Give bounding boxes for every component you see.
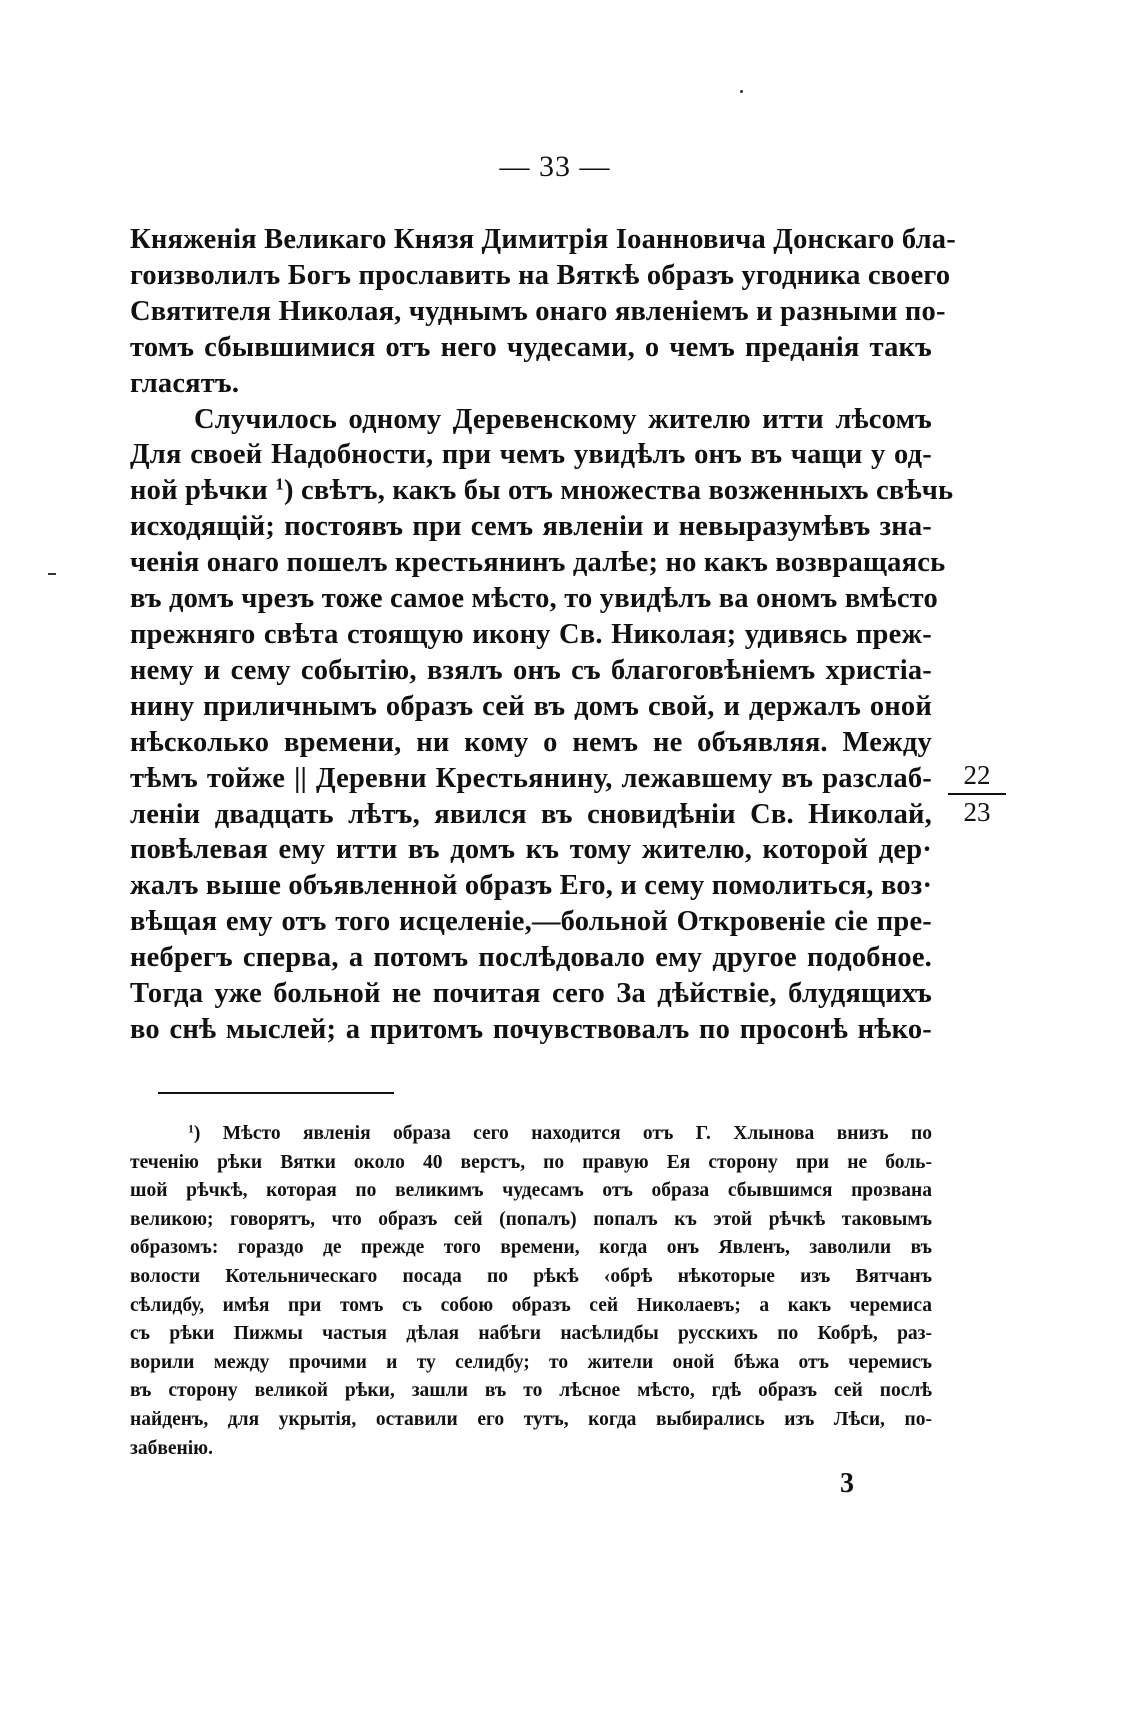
text-fragment: ) свѣтъ, какъ бы отъ множества возженныхъ свѣчь bbox=[283, 475, 954, 507]
footnote-line bbox=[130, 1120, 932, 1149]
text-line: гласятъ. bbox=[130, 367, 240, 399]
footnote-divider bbox=[158, 1092, 394, 1094]
footnote-marker: 1 bbox=[188, 1122, 194, 1136]
footnote-line: шой рѣчкѣ, которая по великимъ чудесамъ отъ образа сбывшимся прозвана bbox=[130, 1180, 932, 1202]
text-line: вѣщая ему отъ того исцеленіе,—больной Откровеніе сіе пре- bbox=[130, 906, 932, 938]
margin-page-reference bbox=[948, 760, 1006, 828]
text-line: ченія онаго пошелъ крестьянинъ далѣе; но какъ возвращаясь bbox=[130, 547, 946, 579]
text-line: Княженія Великаго Князя Димитрія Іоанновича Донскаго бла- bbox=[130, 224, 956, 255]
footnote-line: теченію рѣки Вятки около 40 верстъ, по правую Ея сторону при не боль- bbox=[130, 1151, 932, 1173]
text-line: Случилось одному Деревенскому жителю итти лѣсомъ bbox=[194, 403, 932, 435]
footnote-line: образомъ: гораздо де прежде того времени, когда онъ Явленъ, заволили въ bbox=[130, 1237, 932, 1259]
signature-mark: 3 bbox=[840, 1468, 854, 1499]
text-line: леніи двадцать лѣтъ, явился въ сновидѣніи Св. Николай, bbox=[130, 798, 932, 830]
ink-speck bbox=[48, 573, 56, 575]
footnote-line: въ сторону великой рѣки, зашли въ то лѣсное мѣсто, гдѣ образъ сей послѣ bbox=[130, 1380, 932, 1402]
text-line: исходящій; постоявъ при семъ явленіи и невыразумѣвъ зна- bbox=[130, 511, 932, 543]
text-line: прежняго свѣта стоящую икону Св. Николая; удивясь преж- bbox=[130, 618, 932, 650]
margin-reference-top: 22 bbox=[948, 760, 1006, 795]
footnote bbox=[130, 1120, 932, 1463]
footnote-line: забвенію. bbox=[130, 1437, 213, 1459]
footnote-line: сѣлидбу, имѣя при томъ съ собою образъ сей Николаевъ; а какъ черемиса bbox=[130, 1294, 932, 1316]
ink-speck bbox=[740, 90, 743, 93]
page-number: — 33 — bbox=[499, 150, 611, 183]
main-text bbox=[130, 222, 956, 1048]
text-line: гоизволилъ Богъ прославить на Вяткѣ образъ угодника своего bbox=[130, 259, 951, 291]
footnote-line: съ рѣки Пижмы частыя дѣлая набѣги насѣлидбы русскихъ по Кобрѣ, раз- bbox=[130, 1323, 932, 1345]
text-line: Для своей Надобности, при чемъ увидѣлъ онъ въ чащи у од- bbox=[130, 439, 932, 471]
text-line: тѣмъ тойже || Деревни Крестьянину, лежавшему въ разслаб- bbox=[130, 762, 932, 794]
text-line: томъ сбывшимися отъ него чудесами, о чемъ преданія такъ bbox=[130, 331, 932, 363]
text-line: повѣлевая ему итти въ домъ къ тому жителю, которой дер· bbox=[130, 834, 932, 866]
text-line: Святителя Николая, чуднымъ онаго явленіемъ и разными по- bbox=[130, 295, 946, 327]
footnote-fragment: ) Мѣсто явленія образа сего находится отъ Г. Хлынова внизъ по bbox=[193, 1123, 932, 1144]
text-line-with-footnote bbox=[130, 473, 954, 509]
text-line: нѣсколько времени, ни кому о немъ не объявляя. Между bbox=[130, 726, 932, 758]
text-fragment: ной рѣчки bbox=[130, 475, 268, 507]
footnote-marker: 1 bbox=[275, 474, 284, 494]
text-line: нему и сему событію, взялъ онъ съ благоговѣніемъ христіа- bbox=[130, 654, 932, 686]
footnote-line: волости Котельническаго посада по рѣкѣ ‹обрѣ нѣкоторые изъ Вятчанъ bbox=[130, 1265, 932, 1287]
text-line: небрегъ сперва, а потомъ послѣдовало ему другое подобное. bbox=[130, 942, 932, 974]
text-line: въ домъ чрезъ тоже самое мѣсто, то увидѣлъ ва ономъ вмѣсто bbox=[130, 583, 938, 615]
text-line: нину приличнымъ образъ сей въ домъ свой, и держалъ оной bbox=[130, 690, 932, 722]
text-line: жалъ выше объявленной образъ Его, и сему помолиться, воз· bbox=[130, 870, 933, 902]
footnote-line: ворили между прочими и ту селидбу; то жители оной бѣжа отъ черемисъ bbox=[130, 1351, 932, 1373]
text-line: во снѣ мыслей; а притомъ почувствовалъ по просонѣ нѣко- bbox=[130, 1013, 932, 1045]
margin-reference-bottom: 23 bbox=[963, 797, 991, 827]
footnote-line: великою; говорятъ, что образъ сей (попалъ) попалъ къ этой рѣчкѣ таковымъ bbox=[130, 1208, 932, 1230]
footnote-line: найденъ, для укрытія, оставили его тутъ, когда выбирались изъ Лѣси, по- bbox=[130, 1408, 932, 1430]
text-line: Тогда уже больной не почитая сего За дѣйствіе, блудящихъ bbox=[130, 978, 932, 1010]
